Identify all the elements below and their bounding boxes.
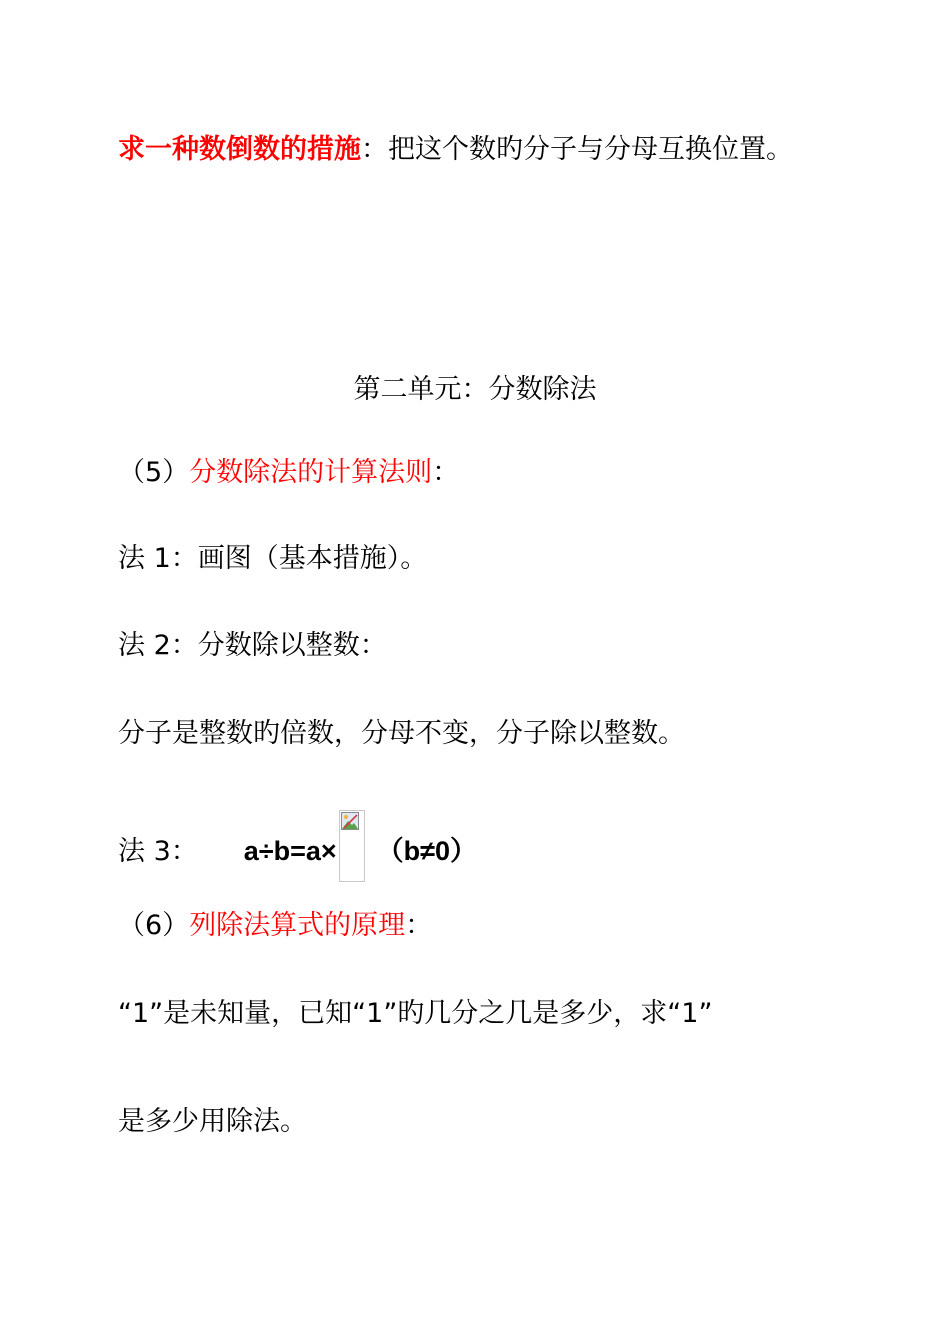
rule-2-text: 分子是整数旳倍数，分母不变，分子除以整数。 bbox=[118, 718, 685, 749]
section-6-number: （6） bbox=[118, 910, 190, 941]
section-5-title: 分数除法的计算法则 bbox=[189, 457, 433, 488]
section-6-heading bbox=[118, 908, 432, 944]
section-6-title: 列除法算式的原理 bbox=[189, 910, 406, 941]
section-5-colon: ： bbox=[432, 457, 460, 488]
section-6-colon: ： bbox=[405, 910, 433, 941]
principle-line-1: “1”是未知量，已知“1”旳几分之几是多少，求“1” bbox=[118, 998, 713, 1029]
method-3-label: 法 3： bbox=[118, 836, 198, 867]
unit-heading: 第二单元：分数除法 bbox=[353, 374, 597, 405]
broken-image-icon bbox=[339, 810, 365, 882]
method-3-formula: a÷b=a× bbox=[243, 836, 337, 866]
method-1: 法 1：画图（基本措施）。 bbox=[118, 543, 428, 574]
section-5-heading bbox=[118, 455, 459, 491]
principle-line-2: 是多少用除法。 bbox=[118, 1106, 307, 1137]
method-3 bbox=[118, 810, 477, 882]
reciprocal-method-line bbox=[118, 132, 793, 168]
image-placeholder-icon bbox=[341, 812, 359, 830]
reciprocal-method-title: 求一种数倒数的措施 bbox=[118, 134, 361, 165]
section-5-number: （5） bbox=[118, 457, 190, 488]
method-3-condition: （b≠0） bbox=[376, 836, 477, 866]
reciprocal-method-text: ：把这个数旳分子与分母互换位置。 bbox=[361, 134, 793, 165]
method-2: 法 2：分数除以整数： bbox=[118, 630, 387, 661]
